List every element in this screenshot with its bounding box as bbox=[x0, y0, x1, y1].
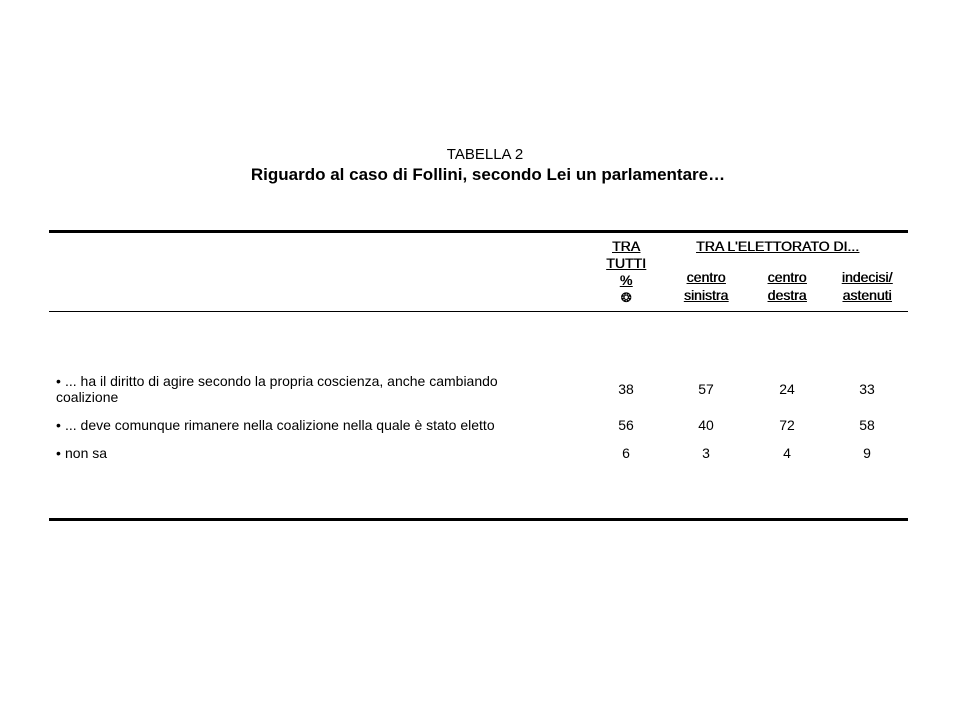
cell-tutti: 38 bbox=[618, 381, 634, 397]
table-title: Riguardo al caso di Follini, secondo Lei un parlamentare… bbox=[250, 165, 726, 184]
bullet-icon: • bbox=[56, 373, 61, 389]
header-symbol-icon: ❂ bbox=[620, 290, 632, 305]
row-label-line2: coalizione bbox=[56, 389, 119, 405]
bottom-rule bbox=[49, 518, 908, 521]
header-group: TRA L'ELETTORATO DI... bbox=[696, 238, 859, 254]
header-centro-destra-1: centro bbox=[767, 269, 807, 285]
header-indecisi-2: astenuti bbox=[842, 287, 892, 303]
header-percent: % bbox=[619, 272, 633, 288]
header-indecisi-1: indecisi/ bbox=[841, 269, 893, 285]
header-centro-destra-2: destra bbox=[767, 287, 807, 303]
header-tutti: TUTTI bbox=[606, 255, 646, 271]
header-tra: TRA bbox=[612, 238, 640, 254]
row-label bbox=[56, 445, 576, 461]
cell-indecisi: 9 bbox=[863, 445, 871, 461]
bullet-icon: • bbox=[56, 445, 61, 461]
row-label bbox=[56, 373, 576, 405]
row-label-line1: ... ha il diritto di agire secondo la propria coscienza, anche cambiando bbox=[65, 373, 498, 389]
cell-centro-destra: 72 bbox=[779, 417, 795, 433]
row-label bbox=[56, 417, 576, 433]
header-centro-sinistra-2: sinistra bbox=[683, 287, 729, 303]
header-centro-sinistra-1: centro bbox=[686, 269, 726, 285]
row-label-line1: non sa bbox=[65, 445, 108, 461]
header-rule bbox=[49, 311, 908, 312]
cell-centro-sinistra: 3 bbox=[702, 445, 710, 461]
cell-tutti: 56 bbox=[618, 417, 634, 433]
cell-centro-sinistra: 40 bbox=[698, 417, 714, 433]
cell-centro-destra: 24 bbox=[779, 381, 795, 397]
cell-centro-sinistra: 57 bbox=[698, 381, 714, 397]
bullet-icon: • bbox=[56, 417, 61, 433]
cell-indecisi: 33 bbox=[859, 381, 875, 397]
table-number: TABELLA 2 bbox=[446, 146, 524, 163]
cell-tutti: 6 bbox=[622, 445, 630, 461]
row-label-line1: ... deve comunque rimanere nella coalizione nella quale è stato eletto bbox=[65, 417, 495, 433]
top-rule bbox=[49, 230, 908, 233]
cell-centro-destra: 4 bbox=[783, 445, 791, 461]
cell-indecisi: 58 bbox=[859, 417, 875, 433]
